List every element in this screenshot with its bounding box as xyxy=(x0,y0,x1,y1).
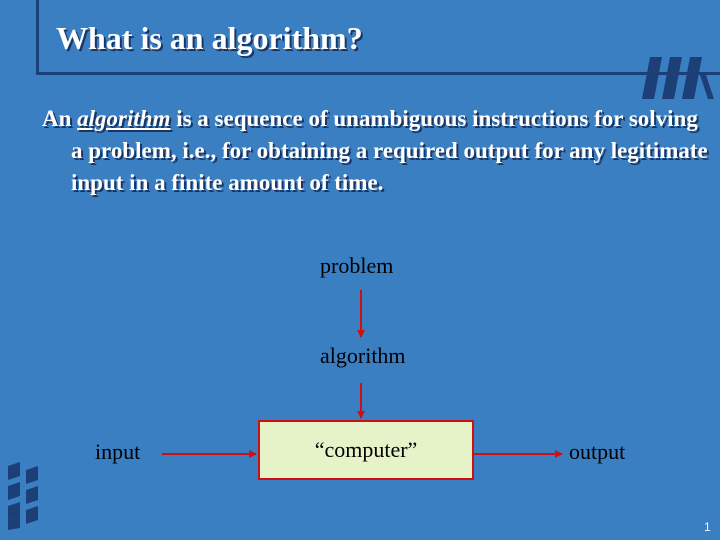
computer-label: “computer” xyxy=(314,437,418,462)
computer-box xyxy=(258,420,474,480)
page-number: 1 xyxy=(704,520,711,534)
output-label: output xyxy=(569,439,626,464)
definition-rest: is a sequence of unambiguous instructions for solving a problem, i.e., for obtaining a required output for any legitimate input in a finite amount of time. xyxy=(71,106,708,195)
input-label: input xyxy=(95,439,141,464)
slide-title: What is an algorithm? xyxy=(56,20,363,56)
problem-label: problem xyxy=(320,253,394,278)
definition-term: algorithm xyxy=(77,106,171,131)
definition-prefix: An xyxy=(42,106,78,131)
algorithm-label: algorithm xyxy=(320,343,406,368)
